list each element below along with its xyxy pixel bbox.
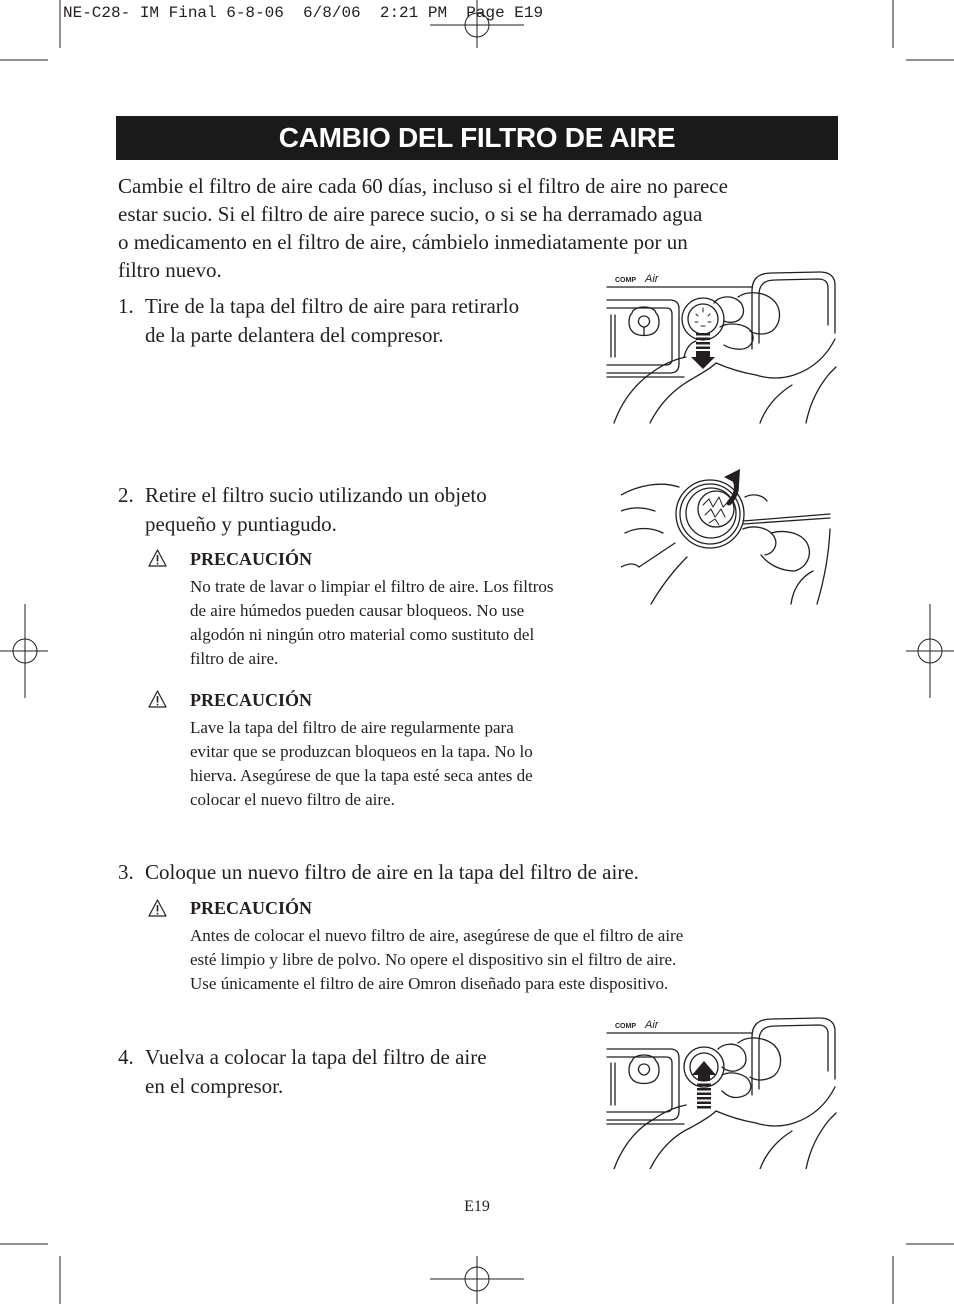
caution-line: Antes de colocar el nuevo filtro de aire, asegúrese de que el filtro de aire xyxy=(190,926,684,945)
caution-text xyxy=(190,575,553,671)
pointed-tool xyxy=(743,514,830,524)
figure-replace-filter-cap xyxy=(606,1015,837,1169)
svg-text:Air: Air xyxy=(645,1019,659,1031)
step-text: de la parte delantera del compresor. xyxy=(145,323,444,347)
svg-text:COMP: COMP xyxy=(615,1023,636,1030)
step-number: 3. xyxy=(118,860,134,884)
step-4 xyxy=(118,1043,487,1101)
crop-mark-bottom-left xyxy=(0,1244,60,1304)
step-text: Vuelva a colocar la tapa del filtro de aire xyxy=(145,1045,487,1069)
hands xyxy=(614,293,836,423)
warning-icon xyxy=(148,549,167,567)
caution-label: PRECAUCIÓN xyxy=(190,549,313,569)
caution-label: PRECAUCIÓN xyxy=(190,898,313,918)
registration-mark-left xyxy=(0,604,48,698)
registration-mark-bottom xyxy=(430,1256,524,1304)
caution-line: algodón ni ningún otro material como sustituto del xyxy=(190,625,535,644)
crop-mark-top-left xyxy=(0,0,60,60)
page-title: CAMBIO DEL FILTRO DE AIRE xyxy=(278,122,676,153)
intro-line: filtro nuevo. xyxy=(118,258,222,282)
step-text: en el compresor. xyxy=(145,1074,284,1098)
step-number: 1. xyxy=(118,294,134,318)
caution-line: evitar que se produzcan bloqueos en la tapa. No lo xyxy=(190,742,533,761)
caution-line: de aire húmedos pueden causar bloqueos. No use xyxy=(190,601,525,620)
caution-line: colocar el nuevo filtro de aire. xyxy=(190,790,395,809)
compressor-outline xyxy=(607,272,835,377)
caution-label: PRECAUCIÓN xyxy=(190,690,313,710)
intro-line: Cambie el filtro de aire cada 60 días, incluso si el filtro de aire no parece xyxy=(118,174,728,198)
step-text: Coloque un nuevo filtro de aire en la tapa del filtro de aire. xyxy=(145,860,639,884)
svg-text:Air: Air xyxy=(645,273,659,285)
compair-logo xyxy=(615,1019,660,1031)
page-number: E19 xyxy=(464,1198,490,1215)
step-number: 2. xyxy=(118,483,134,507)
step-text: Tire de la tapa del filtro de aire para retirarlo xyxy=(145,294,520,318)
title-bar xyxy=(116,116,838,160)
intro-line: o medicamento en el filtro de aire, cámbielo inmediatamente por un xyxy=(118,230,688,254)
crop-mark-top-right xyxy=(893,0,954,60)
step-number: 4. xyxy=(118,1045,134,1069)
curved-arrow-icon xyxy=(724,469,740,503)
caution-line: hierva. Asegúrese de que la tapa esté seca antes de xyxy=(190,766,533,785)
figure-remove-filter-cap xyxy=(606,269,837,424)
compressor-outline xyxy=(607,1018,835,1124)
step-3 xyxy=(118,858,639,887)
caution-line: No trate de lavar o limpiar el filtro de aire. Los filtros xyxy=(190,577,554,596)
caution-line: Lave la tapa del filtro de aire regularmente para xyxy=(190,718,514,737)
registration-mark-right xyxy=(906,604,954,698)
warning-icon xyxy=(148,690,167,708)
caution-line: filtro de aire. xyxy=(190,649,279,668)
caution-line: Use únicamente el filtro de aire Omron diseñado para este dispositivo. xyxy=(190,974,669,993)
caution-line: esté limpio y libre de polvo. No opere el dispositivo sin el filtro de aire. xyxy=(190,950,677,969)
step-1 xyxy=(118,292,519,350)
step-text: Retire el filtro sucio utilizando un objeto xyxy=(145,483,487,507)
caution-text xyxy=(190,924,683,996)
intro-line: estar sucio. Si el filtro de aire parece sucio, o si se ha derramado agua xyxy=(118,202,703,226)
step-2 xyxy=(118,481,487,539)
caution-text xyxy=(190,716,533,812)
crop-mark-bottom-right xyxy=(893,1244,954,1304)
step-text: pequeño y puntiagudo. xyxy=(145,512,337,536)
print-slug: NE-C28- IM Final 6-8-06 6/8/06 2:21 PM Page E19 xyxy=(63,4,544,22)
warning-icon xyxy=(148,899,167,917)
intro-paragraph xyxy=(118,172,728,284)
svg-text:COMP: COMP xyxy=(615,277,636,284)
figure-remove-dirty-filter xyxy=(621,467,832,605)
compair-logo xyxy=(615,273,660,285)
